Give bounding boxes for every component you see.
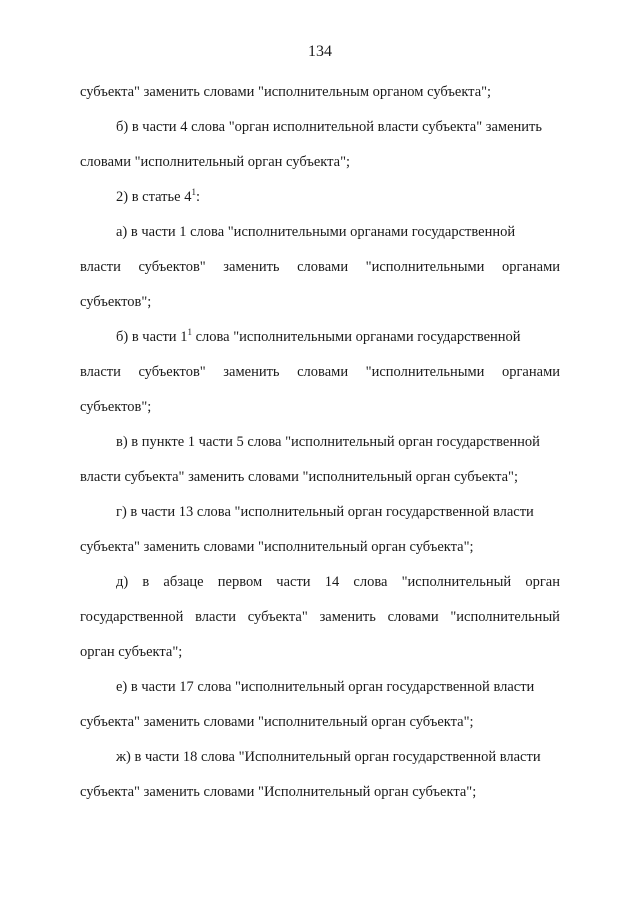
word: словами <box>297 364 349 380</box>
text-line: г) в части 13 слова "исполнительный орган государственной власти <box>116 504 534 520</box>
text-line: субъекта" заменить словами "исполнительным органом субъекта"; <box>80 84 492 100</box>
word: власти <box>195 609 236 625</box>
text-line: субъекта" заменить словами "исполнительный орган субъекта"; <box>80 714 474 730</box>
word: "исполнительными <box>365 259 485 275</box>
text-line: субъектов"; <box>80 294 152 310</box>
superscript: 1 <box>187 327 192 337</box>
text-line <box>80 258 560 276</box>
word: "исполнительный <box>401 574 512 590</box>
text-line: орган субъекта"; <box>80 644 183 660</box>
word: д) <box>116 574 129 590</box>
word: власти <box>80 364 121 380</box>
word: абзаце <box>163 574 204 590</box>
text-line: ж) в части 18 слова "Исполнительный орган государственной власти <box>116 749 541 765</box>
word: словами <box>387 609 439 625</box>
word: органами <box>501 364 560 380</box>
word: словами <box>297 259 349 275</box>
word: заменить <box>223 364 280 380</box>
word: части <box>276 574 311 590</box>
word: заменить <box>223 259 280 275</box>
text-line <box>80 363 560 381</box>
word: в <box>142 574 150 590</box>
text-line: словами "исполнительный орган субъекта"; <box>80 154 351 170</box>
word: 14 <box>324 574 340 590</box>
word: органами <box>501 259 560 275</box>
text-line: субъекта" заменить словами "Исполнительный орган субъекта"; <box>80 784 477 800</box>
word: орган <box>525 574 560 590</box>
text-line: б) в части 4 слова "орган исполнительной власти субъекта" заменить <box>116 119 543 135</box>
word: заменить <box>319 609 376 625</box>
word: субъекта" <box>247 609 308 625</box>
page-number: 134 <box>308 43 332 60</box>
word: субъектов" <box>138 259 206 275</box>
word: слова <box>353 574 388 590</box>
text-line: в) в пункте 1 части 5 слова "исполнительный орган государственной <box>116 434 540 450</box>
text-line: е) в части 17 слова "исполнительный орган государственной власти <box>116 679 535 695</box>
text-line: б) в части $1^1$ слова "исполнительными органами государственной <box>116 327 521 345</box>
text-line <box>80 608 560 626</box>
text-line <box>116 573 560 591</box>
word: первом <box>217 574 263 590</box>
word: субъектов" <box>138 364 206 380</box>
superscript: 1 <box>191 187 196 197</box>
text-line: 2) в статье $4^1$: <box>116 187 200 205</box>
text-line: а) в части 1 слова "исполнительными органами государственной <box>116 224 516 240</box>
text-line: власти субъекта" заменить словами "исполнительный орган субъекта"; <box>80 469 518 485</box>
word: "исполнительный <box>450 609 560 625</box>
word: государственной <box>80 609 184 625</box>
word: "исполнительными <box>365 364 485 380</box>
text-line: субъектов"; <box>80 399 152 415</box>
text-line: субъекта" заменить словами "исполнительный орган субъекта"; <box>80 539 474 555</box>
word: власти <box>80 259 121 275</box>
